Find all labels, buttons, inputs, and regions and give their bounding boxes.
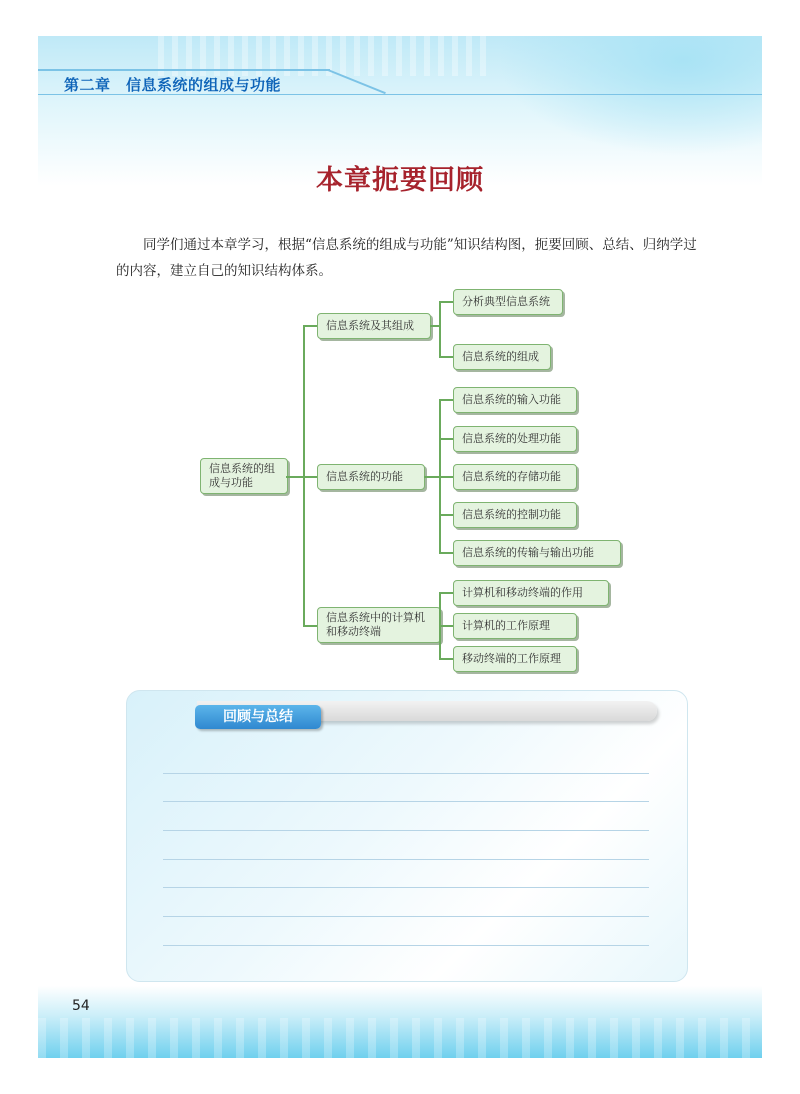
connector — [439, 399, 453, 401]
map-leaf-node: 计算机和移动终端的作用 — [453, 580, 609, 606]
connector — [439, 552, 453, 554]
connector — [286, 476, 304, 478]
chapter-title: 第二章 信息系统的组成与功能 — [64, 76, 282, 94]
knowledge-structure-map — [38, 36, 762, 736]
map-leaf-node: 计算机的工作原理 — [453, 613, 577, 639]
map-leaf-node: 分析典型信息系统 — [453, 289, 563, 315]
footer-band — [38, 986, 762, 1058]
writing-line[interactable] — [163, 801, 649, 802]
connector — [439, 625, 453, 627]
map-leaf-node: 信息系统的组成 — [453, 344, 551, 370]
connector — [303, 325, 317, 327]
connector — [303, 476, 317, 478]
connector — [439, 356, 453, 358]
page-number: 54 — [72, 998, 90, 1014]
connector — [439, 438, 453, 440]
review-summary-box — [126, 690, 688, 982]
intro-paragraph: 同学们通过本章学习，根据“信息系统的组成与功能”知识结构图，扼要回顾、总结、归纳学过的内容，建立自己的知识结构体系。 — [116, 237, 697, 279]
connector — [439, 476, 453, 478]
map-leaf-node: 信息系统的传输与输出功能 — [453, 540, 621, 566]
connector — [439, 514, 453, 516]
map-branch-node: 信息系统的功能 — [317, 464, 425, 490]
connector — [424, 476, 440, 478]
review-tab-label: 回顾与总结 — [195, 705, 321, 729]
writing-line[interactable] — [163, 945, 649, 946]
writing-line[interactable] — [163, 773, 649, 774]
map-leaf-node: 信息系统的输入功能 — [453, 387, 577, 413]
writing-line[interactable] — [163, 916, 649, 917]
map-leaf-node: 信息系统的控制功能 — [453, 502, 577, 528]
writing-line[interactable] — [163, 887, 649, 888]
writing-line[interactable] — [163, 830, 649, 831]
connector — [439, 301, 453, 303]
map-root-label: 信息系统的组成与功能 — [209, 462, 275, 489]
map-root-node — [200, 458, 288, 494]
map-leaf-node: 信息系统的存储功能 — [453, 464, 577, 490]
connector — [439, 658, 453, 660]
section-title: 本章扼要回顾 — [316, 165, 484, 196]
map-branch-node: 信息系统及其组成 — [317, 313, 431, 339]
connector — [439, 592, 453, 594]
map-leaf-node: 信息系统的处理功能 — [453, 426, 577, 452]
map-branch-node: 信息系统中的计算机和移动终端 — [317, 607, 441, 643]
textbook-page — [38, 36, 762, 1058]
writing-line[interactable] — [163, 859, 649, 860]
map-leaf-node: 移动终端的工作原理 — [453, 646, 577, 672]
footer-pattern — [38, 1018, 762, 1058]
connector — [303, 625, 317, 627]
connector — [439, 301, 441, 357]
